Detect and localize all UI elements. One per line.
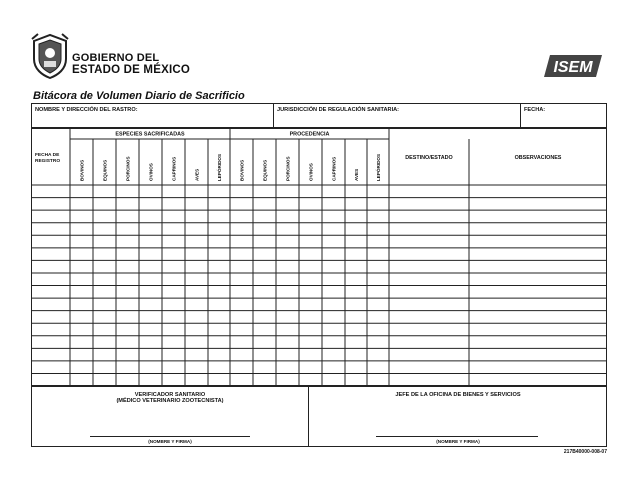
verificador-title-line1: VERIFICADOR SANITARIO (134, 392, 206, 398)
verificador-caption: (NOMBRE Y FIRMA) (148, 439, 192, 444)
table-row[interactable] (31, 185, 607, 198)
table-row[interactable] (31, 323, 607, 336)
table-row[interactable] (31, 273, 607, 286)
procedencia-column-label: LEPÓRIDOS (376, 153, 381, 181)
table-row[interactable] (31, 223, 607, 236)
form-header-fields (31, 103, 607, 128)
verificador-title (32, 392, 308, 404)
verificador-signature-line[interactable] (90, 436, 250, 437)
procedencia-column-label: BOVINOS (239, 159, 245, 181)
government-line1: GOBIERNO DEL (72, 52, 160, 64)
procedencia-column-label: EQUINOS (262, 159, 268, 181)
government-line2: ESTADO DE MÉXICO (72, 64, 190, 76)
verificador-title-line2: (MÉDICO VETERINARIO ZOOTECNISTA) (116, 398, 224, 404)
jefe-signature-line[interactable] (376, 436, 538, 437)
coat-of-arms-icon (30, 33, 70, 79)
table-row[interactable] (31, 286, 607, 299)
table-row[interactable] (31, 311, 607, 324)
table-row[interactable] (31, 373, 607, 386)
species-column-label: CAPRINOS (171, 156, 177, 181)
isem-logo (544, 54, 602, 78)
table-row[interactable] (31, 198, 607, 211)
form-title: Bitácora de Volumen Diario de Sacrificio (33, 90, 245, 102)
rastro-label: NOMBRE Y DIRECCIÓN DEL RASTRO: (35, 107, 138, 113)
fecha-registro-label-line2: REGISTRO (35, 159, 61, 164)
jurisdiccion-label: JURISDICCIÓN DE REGULACIÓN SANITARIA: (277, 107, 400, 113)
observaciones-label: OBSERVACIONES (514, 155, 562, 161)
fecha-label: FECHA: (524, 107, 546, 113)
table-row[interactable] (31, 248, 607, 261)
procedencia-column-label: AVES (354, 168, 359, 181)
jefe-caption: (NOMBRE Y FIRMA) (436, 439, 480, 444)
species-column-label: AVES (194, 168, 200, 181)
table-row[interactable] (31, 260, 607, 273)
species-column-label: LEPÓRIDOS (217, 153, 222, 181)
species-column-label: BOVINOS (79, 159, 85, 181)
table-row[interactable] (31, 336, 607, 349)
procedencia-column-label: PORCINOS (285, 156, 291, 181)
government-name (72, 52, 190, 76)
registro-table (31, 128, 607, 386)
species-column-label: EQUINOS (102, 159, 108, 181)
table-row[interactable] (31, 361, 607, 374)
jefe-title: JEFE DE LA OFICINA DE BIENES Y SERVICIOS (395, 392, 521, 398)
procedencia-column-label: CAPRINOS (331, 156, 337, 181)
destino-label: DESTINO/ESTADO (405, 155, 453, 161)
procedencia-group-label: PROCEDENCIA (289, 131, 330, 138)
signature-section (31, 386, 607, 447)
table-row[interactable] (31, 210, 607, 223)
table-row[interactable] (31, 298, 607, 311)
form-code: 217B40000-008-07 (563, 449, 607, 455)
species-column-label: PORCINOS (125, 156, 131, 181)
especies-group-label: ESPECIES SACRIFICADAS (115, 131, 185, 138)
table-row[interactable] (31, 348, 607, 361)
procedencia-column-label: OVINOS (308, 163, 314, 181)
isem-logo-text: ISEM (553, 59, 593, 76)
species-column-label: OVINOS (148, 163, 154, 181)
table-row[interactable] (31, 235, 607, 248)
fecha-registro-label-line1: FECHA DE (35, 153, 60, 158)
